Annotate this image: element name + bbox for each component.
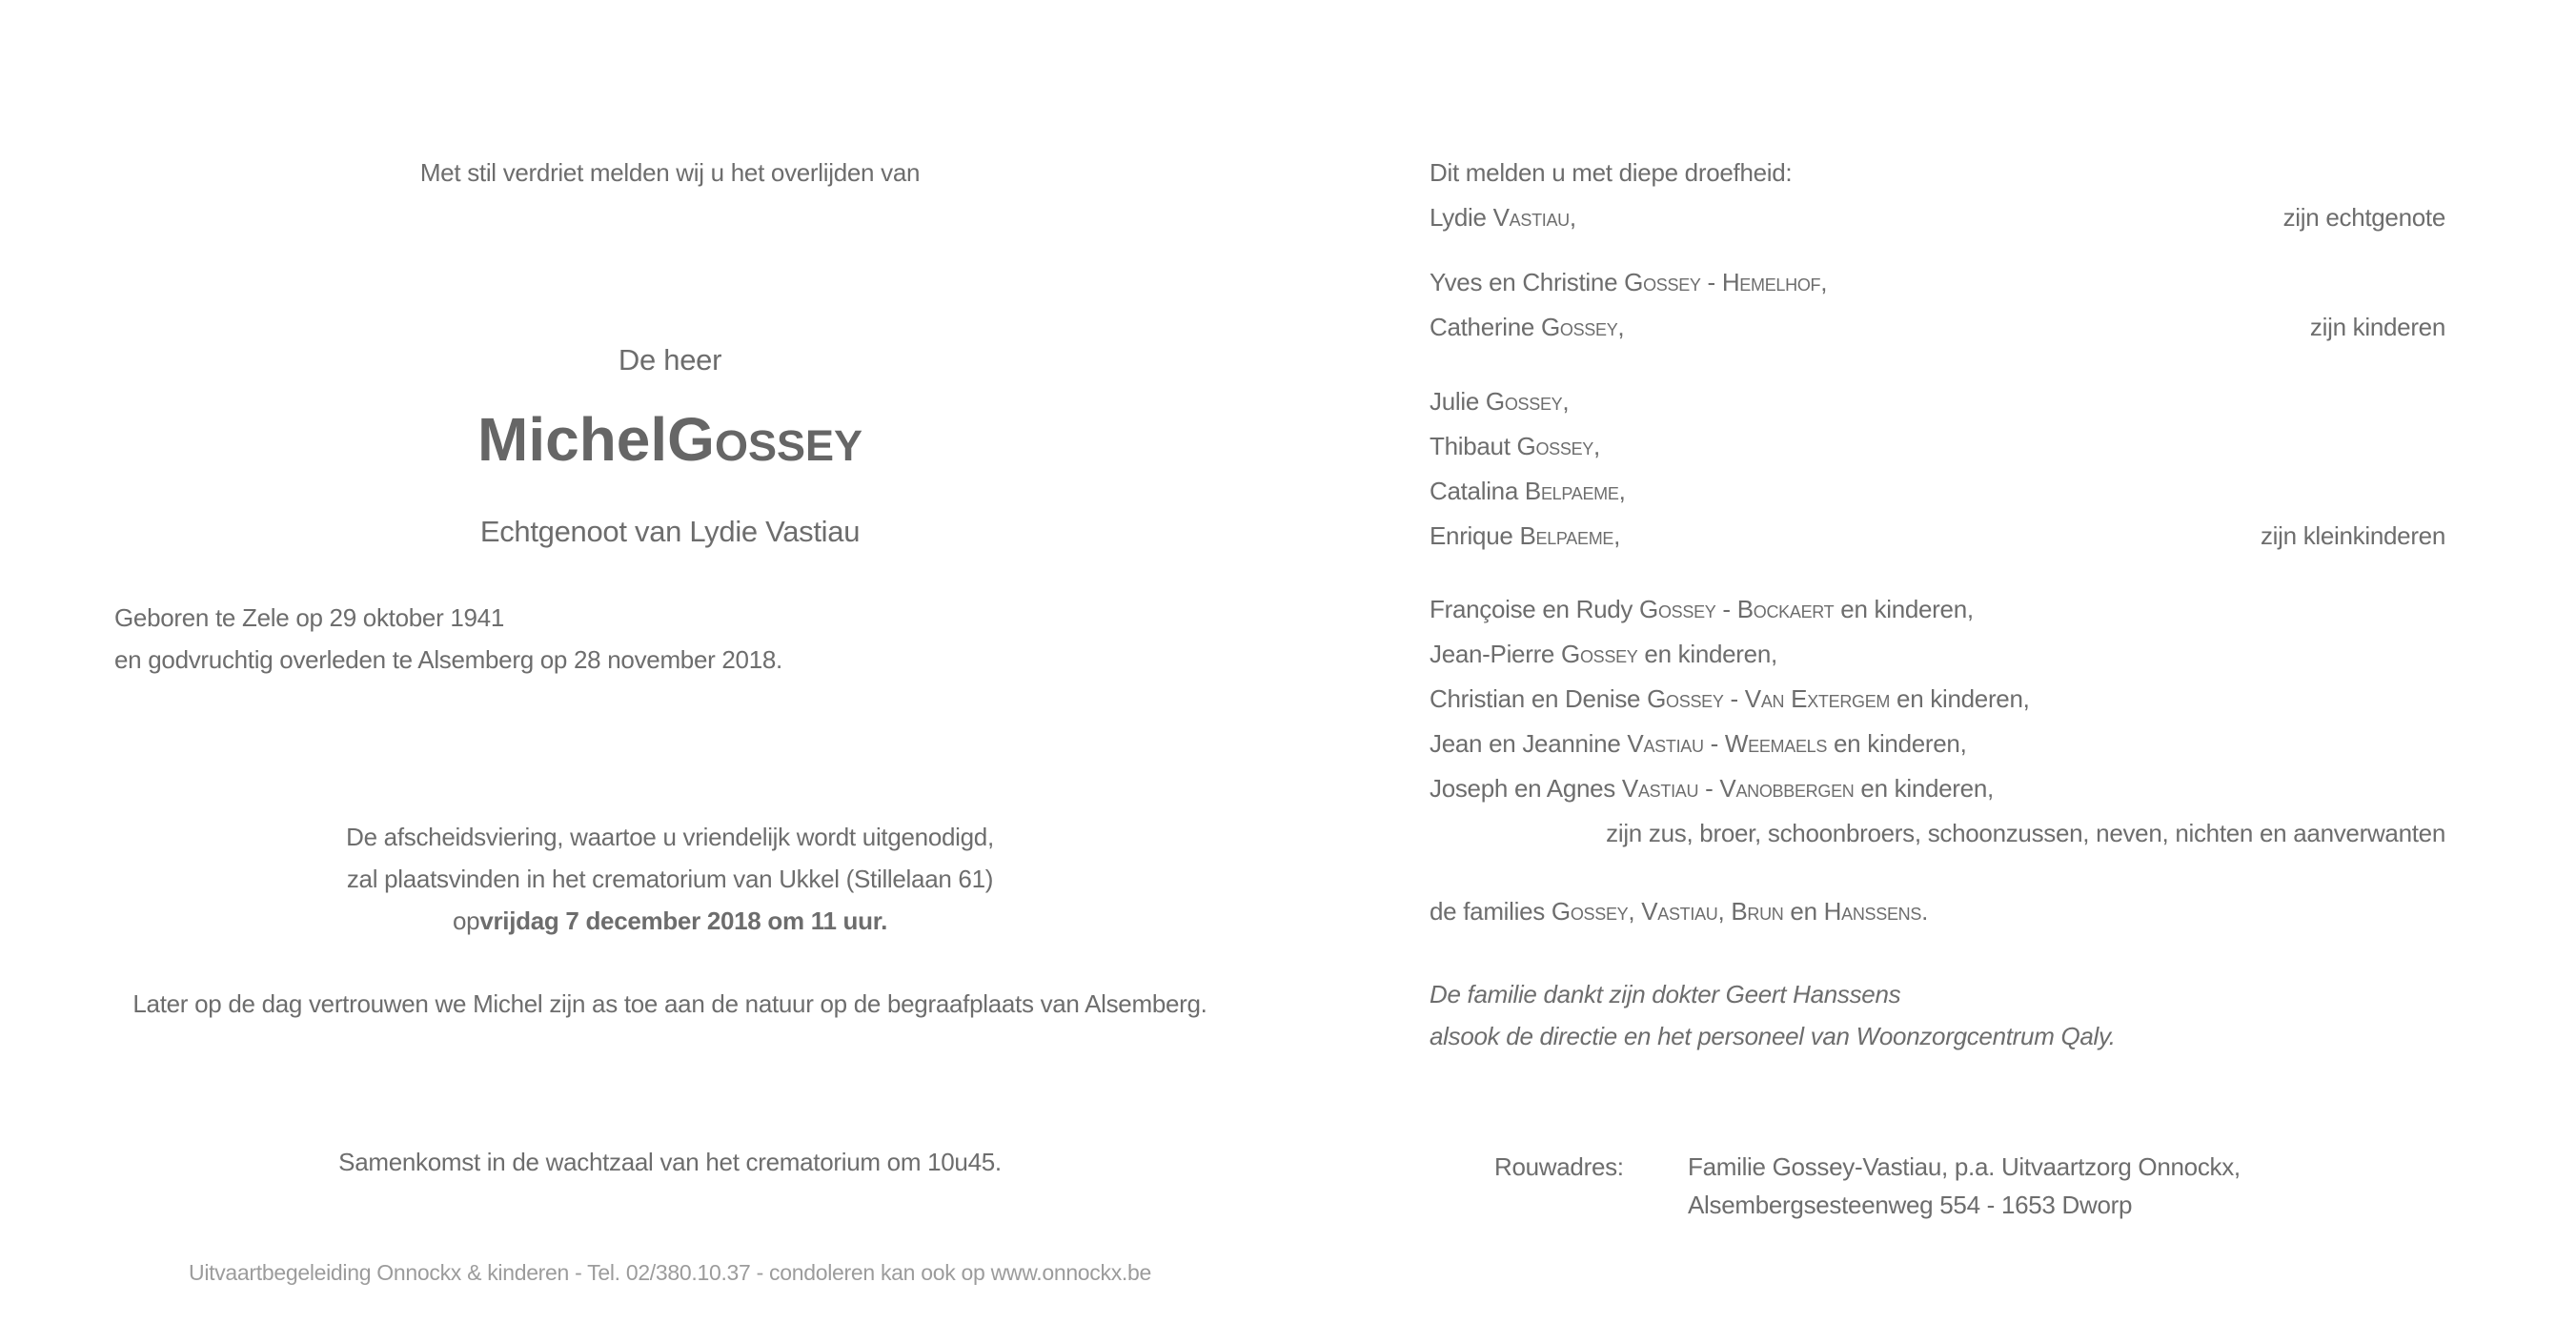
- family-member-name: [1430, 432, 1600, 461]
- text-segment: en kinderen,: [1827, 729, 1967, 758]
- mourning-address-label: Rouwadres:: [1494, 1152, 1624, 1181]
- family-line: [1430, 477, 2445, 521]
- text-segment: Joseph en Agnes: [1430, 774, 1622, 803]
- deceased-name: [114, 404, 1226, 475]
- salutation: De heer: [618, 343, 722, 377]
- family-intro: Dit melden u met diepe droefheid:: [1430, 158, 1793, 187]
- family-member-name: [1430, 268, 1827, 297]
- family-member-name: [1430, 640, 1777, 669]
- surname-smallcaps: Vastiau: [1492, 203, 1570, 232]
- text-line: [114, 858, 1226, 900]
- text-segment: ,: [1820, 268, 1828, 296]
- family-line: [1430, 595, 2445, 640]
- text-line: alsook de directie en het personeel van Woonzorgcentrum Qaly.: [1430, 1022, 2116, 1050]
- announcement-intro: Met stil verdriet melden wij u het overlijden van: [419, 158, 921, 187]
- family-member-name: [1430, 203, 1576, 233]
- family-member-name: [1430, 774, 1994, 804]
- surname-smallcaps: Vastiau: [1621, 774, 1699, 803]
- surname-smallcaps: Gossey: [1647, 684, 1724, 713]
- text-segment: ,: [1562, 387, 1570, 416]
- text-segment: en kinderen,: [1637, 640, 1777, 668]
- family-member-name: [1430, 897, 1928, 927]
- surname-smallcaps: Gossey: [1516, 432, 1593, 460]
- text-segment: Catherine: [1430, 313, 1541, 341]
- text-segment: Jean-Pierre: [1430, 640, 1562, 668]
- surname-smallcaps: Belpaeme: [1519, 521, 1614, 550]
- text-segment: ,: [1593, 432, 1600, 460]
- thanks-note: [1430, 973, 2445, 1057]
- text-segment: en: [1783, 897, 1824, 926]
- surname-smallcaps: Gossey: [1624, 268, 1701, 296]
- surname-smallcaps: Gossey: [1639, 595, 1716, 623]
- family-line: [1430, 521, 2445, 566]
- text-segment: -: [1700, 268, 1722, 296]
- gathering-line: Samenkomst in de wachtzaal van het crematorium om 10u45.: [338, 1148, 1002, 1176]
- family-line: [1430, 774, 2445, 819]
- text-segment: Catalina: [1430, 477, 1525, 505]
- text-segment: en kinderen,: [1854, 774, 1994, 803]
- relation-tag: zijn kleinkinderen: [2260, 521, 2445, 550]
- surname-smallcaps: Gossey: [1485, 387, 1563, 416]
- mourning-address-lines: [1688, 1148, 2241, 1224]
- surname-smallcaps: Vastiau: [1641, 897, 1718, 926]
- family-line: [1430, 640, 2445, 684]
- family-group-spouse: [1430, 203, 2445, 248]
- surname-smallcaps: Gossey: [1561, 640, 1638, 668]
- text-segment: Enrique: [1430, 521, 1520, 550]
- family-member-name: [1430, 684, 2030, 714]
- surname-smallcaps: Belpaeme: [1524, 477, 1619, 505]
- text-segment: ,: [1717, 897, 1732, 926]
- relation-tag: zijn zus, broer, schoonbroers, schoonzussen, neven, nichten en aanverwanten: [1606, 819, 2445, 847]
- surname-smallcaps: Hanssens: [1823, 897, 1922, 926]
- text-segment: Julie: [1430, 387, 1486, 416]
- family-group-grandchildren: [1430, 387, 2445, 566]
- text-line: [114, 900, 1226, 942]
- family-line: [1430, 268, 2445, 313]
- text-segment: De afscheidsviering, waartoe u vriendelijk wordt uitgenodigd,: [346, 823, 994, 851]
- family-member-name: [1430, 387, 1569, 417]
- text-segment: zal plaatsvinden in het crematorium van Ukkel (Stillelaan 61): [346, 865, 994, 893]
- family-line: [1430, 203, 2445, 248]
- text-segment: Lydie: [1430, 203, 1493, 232]
- family-line: [1430, 313, 2445, 357]
- surname-smallcaps: Hemelhof: [1721, 268, 1821, 296]
- undertaker-footer: Uitvaartbegeleiding Onnockx & kinderen - Tel. 02/380.10.37 - condoleren kan ook op www.onnockx.be: [189, 1260, 1151, 1285]
- family-member-name: [1430, 521, 1620, 551]
- text-segment: Françoise en Rudy: [1430, 595, 1640, 623]
- text-segment: -: [1703, 729, 1725, 758]
- ashes-line: Later op de dag vertrouwen we Michel zijn as toe aan de natuur op de begraafplaats van Alsemberg.: [132, 989, 1207, 1018]
- text-segment: -: [1715, 595, 1737, 623]
- left-column: [114, 0, 1226, 1344]
- text-line: Alsembergsesteenweg 554 - 1653 Dworp: [1688, 1191, 2133, 1219]
- surname-smallcaps: Bockaert: [1736, 595, 1835, 623]
- text-segment: Thibaut: [1430, 432, 1517, 460]
- surname-smallcaps: Gossey: [1540, 313, 1618, 341]
- family-group-siblings: [1430, 595, 2445, 864]
- family-member-name: [1430, 477, 1626, 506]
- text-segment: ,: [1628, 897, 1642, 926]
- text-line: en godvruchtig overleden te Alsemberg op 28 november 2018.: [114, 645, 782, 674]
- family-line: [1430, 897, 2445, 942]
- text-line: De familie dankt zijn dokter Geert Hanssens: [1430, 980, 1901, 1008]
- text-segment: Yves en Christine: [1430, 268, 1625, 296]
- family-group-children: [1430, 268, 2445, 357]
- text-segment: Christian en Denise: [1430, 684, 1648, 713]
- family-group-families: [1430, 897, 2445, 942]
- surname-smallcaps: Gossey: [667, 405, 862, 474]
- family-line: [1430, 432, 2445, 477]
- text-line: [114, 816, 1226, 858]
- text-segment: en kinderen,: [1834, 595, 1974, 623]
- text-segment: .: [1921, 897, 1928, 926]
- text-segment: op: [452, 906, 480, 935]
- family-member-name: [1430, 729, 1967, 759]
- family-member-name: [1430, 313, 1624, 342]
- text-segment: Michel: [477, 405, 668, 474]
- ceremony-details: [114, 816, 1226, 942]
- text-line: Familie Gossey-Vastiau, p.a. Uitvaartzorg Onnockx,: [1688, 1152, 2241, 1181]
- text-segment: vrijdag 7 december 2018 om 11 uur.: [479, 906, 887, 935]
- text-segment: ,: [1617, 313, 1625, 341]
- surname-smallcaps: Vanobbergen: [1719, 774, 1855, 803]
- text-line: Geboren te Zele op 29 oktober 1941: [114, 603, 504, 632]
- surname-smallcaps: Van Extergem: [1744, 684, 1891, 713]
- relation-tag: zijn echtgenote: [2282, 203, 2445, 232]
- text-segment: en kinderen,: [1890, 684, 2030, 713]
- text-segment: ,: [1618, 477, 1626, 505]
- surname-smallcaps: Vastiau: [1627, 729, 1704, 758]
- relation-tag: zijn kinderen: [2309, 313, 2445, 341]
- surname-smallcaps: Brun: [1731, 897, 1784, 926]
- text-segment: -: [1698, 774, 1720, 803]
- text-segment: -: [1723, 684, 1745, 713]
- text-segment: ,: [1569, 203, 1576, 232]
- family-line: [1430, 387, 2445, 432]
- surname-smallcaps: Weemaels: [1724, 729, 1828, 758]
- text-segment: de families: [1430, 897, 1552, 926]
- family-line: [1430, 729, 2445, 774]
- text-segment: Jean en Jeannine: [1430, 729, 1628, 758]
- text-segment: ,: [1613, 521, 1621, 550]
- family-member-name: [1430, 595, 1974, 624]
- spouse-relation: Echtgenoot van Lydie Vastiau: [479, 515, 861, 548]
- mourning-address: [1494, 1148, 2510, 1224]
- family-line: [1430, 684, 2445, 729]
- surname-smallcaps: Gossey: [1551, 897, 1629, 926]
- birth-death-lines: [114, 597, 1226, 681]
- right-column: [1430, 0, 2445, 1344]
